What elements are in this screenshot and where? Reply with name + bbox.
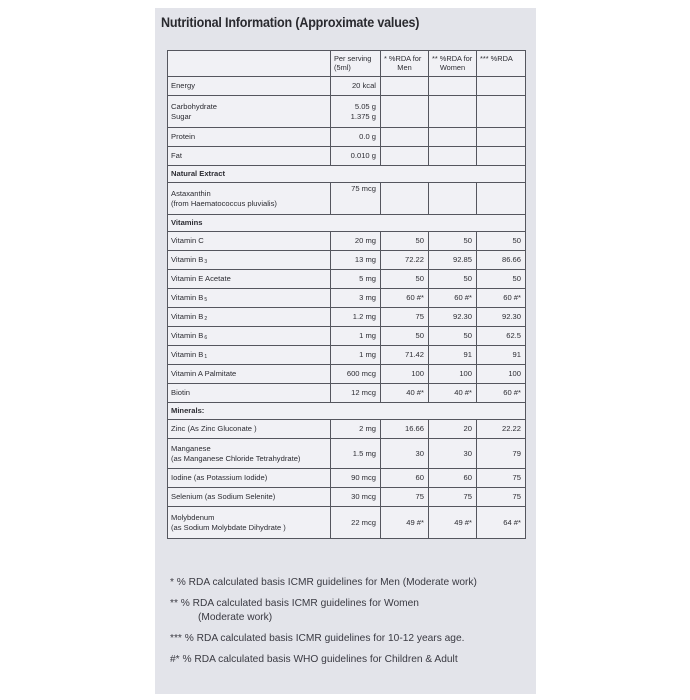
cell-serving: 600 mcg [331,365,381,384]
row-label: Zinc (As Zinc Gluconate ) [168,420,331,439]
section-row-minerals [168,403,526,420]
cell-serving: 0.010 g [331,147,381,166]
cell-serving: 1 mg [331,346,381,365]
cell-rda: 79 [477,439,526,469]
row-label: Vitamin $B_5$ [168,289,331,308]
footnote-age: *** % RDA calculated basis ICMR guidelines for 10-12 years age. [170,632,465,644]
cell-rda: 22.22 [477,420,526,439]
cell-rda-women: 92.85 [429,251,477,270]
cell-rda: 62.5 [477,327,526,346]
table-row [168,96,526,128]
table-row [168,507,526,539]
cell-rda-women: 100 [429,365,477,384]
cell-rda-men: 50 [381,270,429,289]
cell-rda-men: 50 [381,327,429,346]
cell-rda-women: 50 [429,327,477,346]
table-row [168,346,526,365]
cell-rda: 91 [477,346,526,365]
table-row [168,308,526,327]
header-rda: *** %RDA [477,51,526,77]
section-row-natural-extract [168,166,526,183]
cell-serving: 20 kcal [331,77,381,96]
cell-serving: 90 mcg [331,469,381,488]
cell-rda-men: 49 #* [381,507,429,539]
cell-rda-women: 50 [429,232,477,251]
cell-rda: 64 #* [477,507,526,539]
cell-serving: 1 mg [331,327,381,346]
row-label: Iodine (as Potassium Iodide) [168,469,331,488]
cell-rda: 100 [477,365,526,384]
cell-rda-men: 60 #* [381,289,429,308]
footnote-who: #* % RDA calculated basis WHO guidelines for Children & Adult [170,654,458,665]
cell-serving: 75 mcg [331,183,381,215]
row-label: Vitamin A Palmitate [168,365,331,384]
cell-serving: 0.0 g [331,128,381,147]
table-row [168,469,526,488]
cell-serving: 13 mg [331,251,381,270]
table-row [168,128,526,147]
cell-rda-men: 16.66 [381,420,429,439]
cell-serving: 1.2 mg [331,308,381,327]
cell-rda: 60 #* [477,384,526,403]
table-row [168,488,526,507]
cell-serving: 3 mg [331,289,381,308]
table-row [168,270,526,289]
table-row [168,289,526,308]
row-label: Vitamin E Acetate [168,270,331,289]
cell-rda: 92.30 [477,308,526,327]
cell-rda-women: 60 #* [429,289,477,308]
cell-rda-women: 75 [429,488,477,507]
row-label: Vitamin C [168,232,331,251]
cell-serving: 12 mcg [331,384,381,403]
header-nutrient [168,51,331,77]
table-row [168,365,526,384]
section-row-vitamins [168,215,526,232]
cell-rda: 75 [477,469,526,488]
row-label: Biotin [168,384,331,403]
row-label: Fat [168,147,331,166]
nutrition-panel [155,8,536,694]
row-label: Vitamin $B_1$ [168,346,331,365]
row-label: Vitamin $B_2$ [168,308,331,327]
cell-rda: 50 [477,232,526,251]
footnote-men: * % RDA calculated basis ICMR guidelines for Men (Moderate work) [170,577,477,588]
table-header-row [168,51,526,77]
cell-rda: 75 [477,488,526,507]
header-per-serving: Per serving (5ml) [331,51,381,77]
cell-serving: 5 mg [331,270,381,289]
row-label: Selenium (as Sodium Selenite) [168,488,331,507]
row-label: Manganese (as Manganese Chloride Tetrahydrate) [168,439,331,469]
header-rda-men: * %RDA for Men [381,51,429,77]
cell-rda-women: 50 [429,270,477,289]
table-row [168,384,526,403]
cell-rda-women: 60 [429,469,477,488]
cell-rda: 60 #* [477,289,526,308]
table-row [168,251,526,270]
header-rda-women: ** %RDA for Women [429,51,477,77]
section-label: Natural Extract [168,166,526,183]
cell-rda-women: 49 #* [429,507,477,539]
cell-rda-women: 20 [429,420,477,439]
row-label: Energy [168,77,331,96]
table-row [168,327,526,346]
cell-rda-men: 72.22 [381,251,429,270]
section-label: Vitamins [168,215,526,232]
cell-rda-men: 50 [381,232,429,251]
cell-rda-men: 30 [381,439,429,469]
cell-rda: 50 [477,270,526,289]
cell-rda-women: 30 [429,439,477,469]
table-row [168,420,526,439]
cell-serving: 30 mcg [331,488,381,507]
cell-rda-women: 92.30 [429,308,477,327]
table-row [168,183,526,215]
table-row [168,147,526,166]
row-label: Astaxanthin (from Haematococcus pluvialis) [168,183,331,215]
cell-rda-men: 71.42 [381,346,429,365]
table-row [168,439,526,469]
cell-serving: 20 mg [331,232,381,251]
cell-serving: 5.05 g 1.375 g [331,96,381,128]
cell-rda-men: 40 #* [381,384,429,403]
row-label: Vitamin $B_3$ [168,251,331,270]
row-label: Carbohydrate Sugar [168,96,331,128]
table-row [168,232,526,251]
cell-rda-women: 40 #* [429,384,477,403]
row-label: Vitamin $B_6$ [168,327,331,346]
cell-rda-men: 60 [381,469,429,488]
cell-rda-men: 75 [381,308,429,327]
cell-rda-men: 75 [381,488,429,507]
section-label: Minerals: [168,403,526,420]
cell-serving: 22 mcg [331,507,381,539]
cell-serving: 2 mg [331,420,381,439]
row-label: Protein [168,128,331,147]
row-label: Molybdenum (as Sodium Molybdate Dihydrate ) [168,507,331,539]
cell-rda-men: 100 [381,365,429,384]
page-title: Nutritional Information (Approximate values) [161,15,420,30]
footnotes [170,576,477,674]
nutrition-table [167,50,526,539]
footnote-women: ** % RDA calculated basis ICMR guidelines for Women (Moderate work) [170,598,419,623]
cell-serving: 1.5 mg [331,439,381,469]
cell-rda: 86.66 [477,251,526,270]
table-row [168,77,526,96]
cell-rda-women: 91 [429,346,477,365]
